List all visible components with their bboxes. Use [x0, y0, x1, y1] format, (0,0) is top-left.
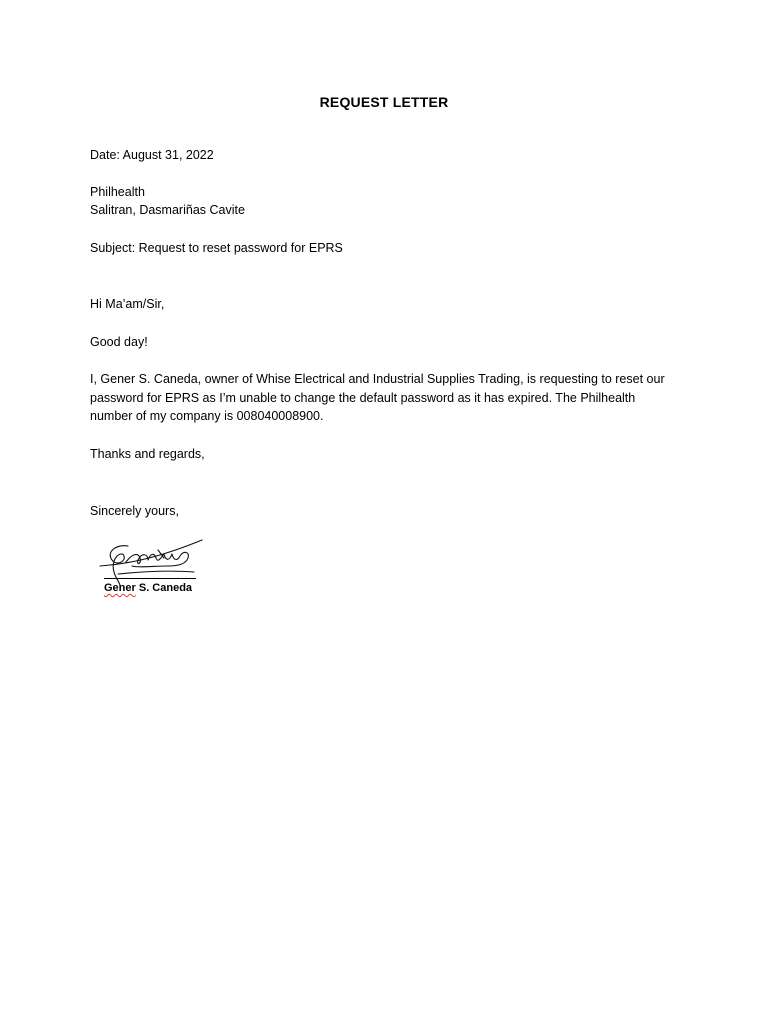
letter-greeting: Hi Ma’am/Sir, [90, 297, 165, 311]
letter-subject: Subject: Request to reset password for EPRS [90, 241, 343, 255]
signatory-rest-name: S. Caneda [135, 582, 193, 594]
letter-opening: Good day! [90, 335, 148, 349]
letter-date: Date: August 31, 2022 [90, 148, 214, 162]
signature-line [104, 578, 196, 579]
signatory-name [104, 582, 192, 594]
letter-thanks: Thanks and regards, [90, 447, 205, 461]
letter-title: REQUEST LETTER [319, 94, 449, 110]
recipient-address: Salitran, Dasmariñas Cavite [90, 203, 245, 217]
signatory-first-name: Gener [104, 582, 136, 594]
letter-body: I, Gener S. Caneda, owner of Whise Electrical and Industrial Supplies Trading, is requesting to reset our password for EPRS as I’m unable to change the default password as it has expired. The Philhealth number of my company is 008040008900. [90, 372, 665, 423]
recipient-org: Philhealth [90, 185, 145, 199]
letter-closing: Sincerely yours, [90, 504, 179, 518]
